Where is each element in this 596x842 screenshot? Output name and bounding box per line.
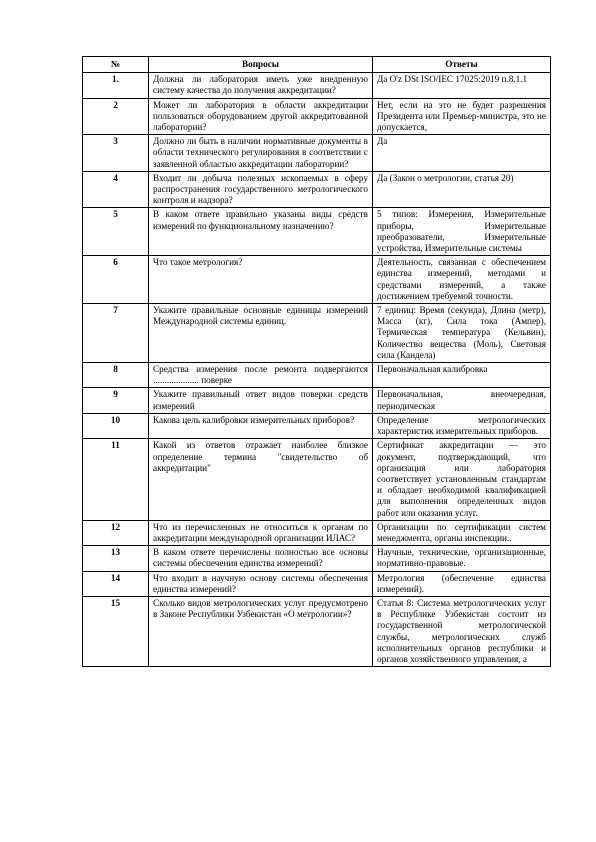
- answer-cell: Первоначальная калибровка: [373, 363, 551, 388]
- question-cell: Укажите правильные основные единицы измерений Международной системы единиц.: [149, 304, 373, 363]
- table-row: [83, 208, 551, 256]
- answer-cell: Нет, если на это не будет разрешения Президента или Премьер-министра, это не допускается,: [373, 98, 551, 135]
- question-cell: Что из перечисленных не относиться к органам по аккредитации международной организации ИЛАС?: [149, 520, 373, 545]
- answer-cell: Да (Закон о метрологии, статья 20): [373, 171, 551, 208]
- row-number: 9: [83, 388, 149, 413]
- table-row: [83, 98, 551, 135]
- header-questions: Вопросы: [149, 57, 373, 73]
- table-row: [83, 571, 551, 596]
- table-row: [83, 135, 551, 172]
- question-cell: Какова цель калибровки измерительных приборов?: [149, 413, 373, 438]
- row-number: 15: [83, 596, 149, 666]
- answer-cell: Да O'z DSt ISO/IEC 17025:2019 п.8.1.1: [373, 73, 551, 98]
- answer-cell: Метрология (обеспечение единства измерений).: [373, 571, 551, 596]
- row-number: 7: [83, 304, 149, 363]
- table-row: [83, 304, 551, 363]
- question-cell: Какой из ответов отражает наиболее близкое определение термина "свидетельство об аккредитации": [149, 439, 373, 520]
- question-cell: Может ли лаборатория в области аккредитации пользоваться оборудованием другой аккредитованной лаборатории?: [149, 98, 373, 135]
- table-row: [83, 520, 551, 545]
- row-number: 8: [83, 363, 149, 388]
- answer-cell: 7 единиц: Время (секунда), Длина (метр), Масса (кг), Сила тока (Ампер), Термическая температура (Кельвин), Количество вещества (Моль), Световая сила (Кандела): [373, 304, 551, 363]
- row-number: 5: [83, 208, 149, 256]
- answer-cell: Научные, технические, организационные, нормативно-правовые.: [373, 546, 551, 571]
- row-number: 10: [83, 413, 149, 438]
- question-cell: Сколько видов метрологических услуг предусмотрено в Законе Республики Узбекистан «О метрологии»?: [149, 596, 373, 666]
- question-cell: Средства измерения после ремонта подвергаются .................... поверке: [149, 363, 373, 388]
- row-number: 12: [83, 520, 149, 545]
- answer-cell: Сертификат аккредитации — это документ, подтверждающий, что организация или лаборатория соответствует установленным стандартам и обладает необходимой квалификацией для выполнения определенных видов работ или оказания услуг.: [373, 439, 551, 520]
- row-number: 3: [83, 135, 149, 172]
- question-cell: В каком ответе правильно указаны виды средств измерений по функциональному назначению?: [149, 208, 373, 256]
- table-row: [83, 256, 551, 304]
- question-cell: Входит ли добыча полезных ископаемых в сферу распространения государственного метрологического контроля и надзора?: [149, 171, 373, 208]
- table-row: [83, 596, 551, 666]
- answer-cell: Первоначальная, внеочередная, периодическая: [373, 388, 551, 413]
- answer-cell: 5 типов: Измерения, Измерительные приборы, Измерительные преобразователи, Измерительные устройства, Измерительные системы: [373, 208, 551, 256]
- question-cell: Должно ли быть в наличии нормативные документы в области технического регулирования в соответствии с заявленной областью аккредитации лаборатории?: [149, 135, 373, 172]
- qa-table: [82, 56, 551, 667]
- row-number: 4: [83, 171, 149, 208]
- question-cell: Должна ли лаборатория иметь уже внедренную систему качества до получения аккредитации?: [149, 73, 373, 98]
- table-row: [83, 388, 551, 413]
- row-number: 13: [83, 546, 149, 571]
- row-number: 6: [83, 256, 149, 304]
- table-body: [83, 73, 551, 667]
- answer-cell: Статья 8: Система метрологических услуг в Республике Узбекистан состоит из государственной метрологической службы, метрологических служб исполнительных органов республики и органов хозяйственного управления, а: [373, 596, 551, 666]
- table-row: [83, 171, 551, 208]
- question-cell: Что входит в научную основу системы обеспечения единства измерений?: [149, 571, 373, 596]
- row-number: 1.: [83, 73, 149, 98]
- header-number: №: [83, 57, 149, 73]
- question-cell: В каком ответе перечислены полностью все основы системы обеспечения единства измерений?: [149, 546, 373, 571]
- answer-cell: Определение метрологических характеристик измерительных приборов.: [373, 413, 551, 438]
- answer-cell: Да: [373, 135, 551, 172]
- answer-cell: Организации по сертификации систем менеджмента, органы инспекции..: [373, 520, 551, 545]
- table-row: [83, 413, 551, 438]
- question-cell: Укажите правильный ответ видов поверки средств измерений: [149, 388, 373, 413]
- row-number: 14: [83, 571, 149, 596]
- table-row: [83, 363, 551, 388]
- table-row: [83, 73, 551, 98]
- answer-cell: Деятельность, связанная с обеспечением единства измерений, методами и средствами измерений, а также достижением требуемой точности.: [373, 256, 551, 304]
- question-cell: Что такое метрология?: [149, 256, 373, 304]
- table-row: [83, 546, 551, 571]
- row-number: 2: [83, 98, 149, 135]
- row-number: 11: [83, 439, 149, 520]
- table-row: [83, 439, 551, 520]
- header-answers: Ответы: [373, 57, 551, 73]
- table-header-row: [83, 57, 551, 73]
